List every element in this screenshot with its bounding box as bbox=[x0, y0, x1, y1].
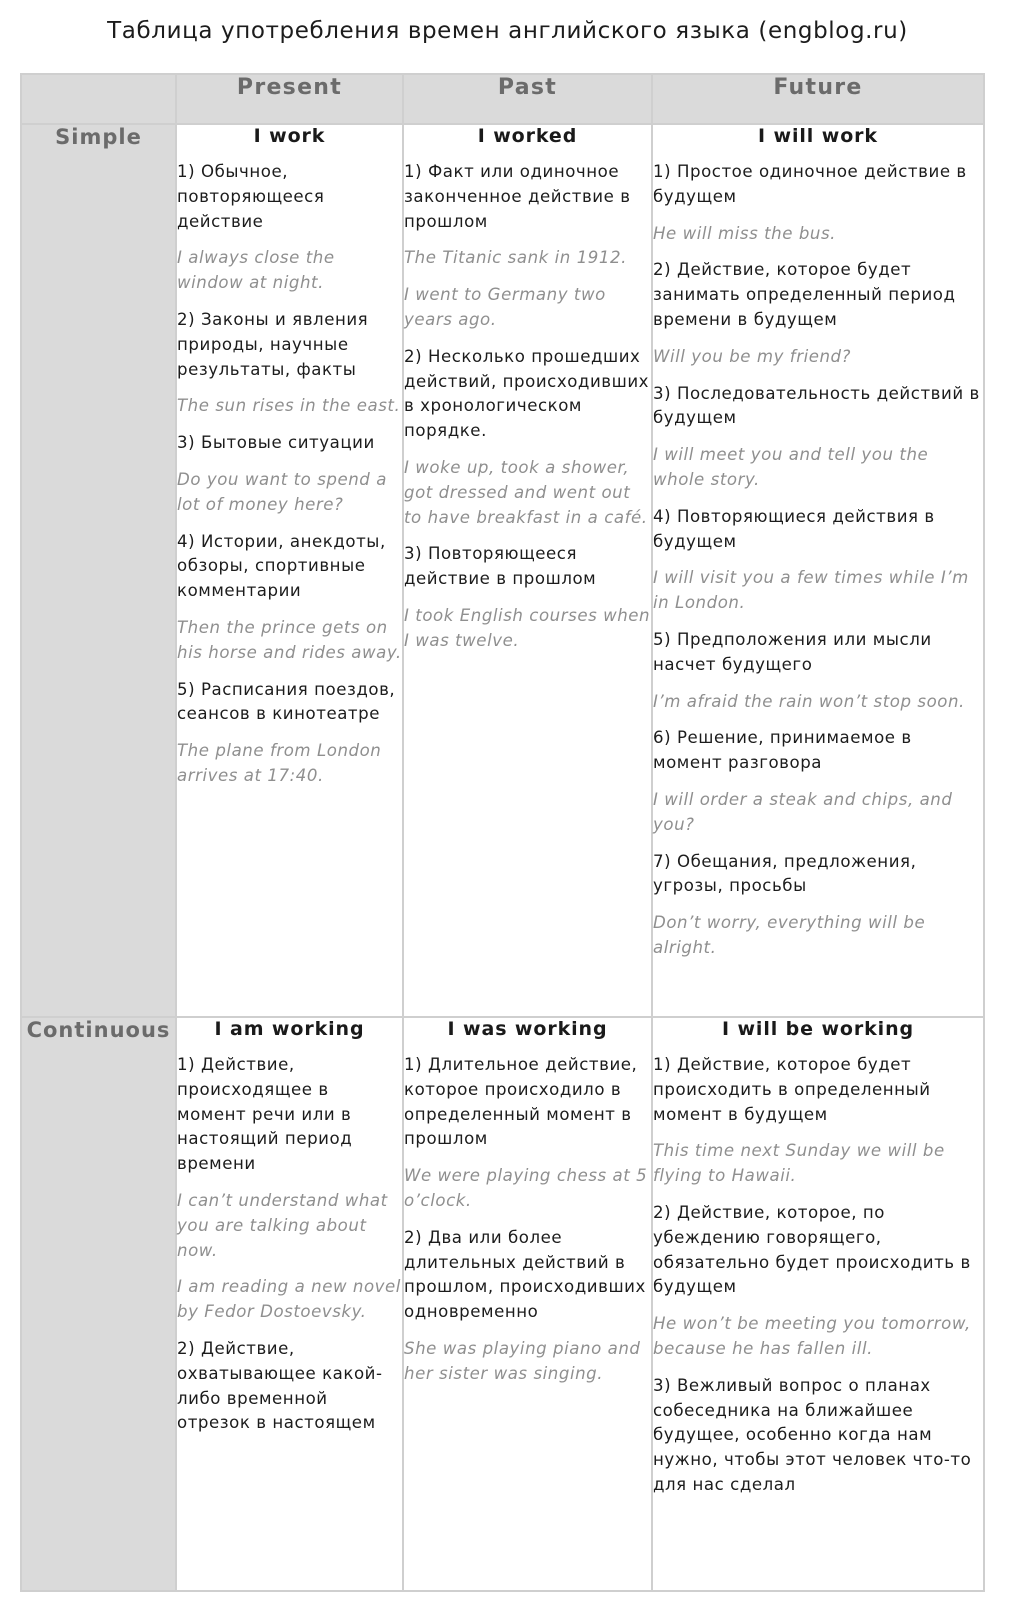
example-sentence: I will order a steak and chips, and you? bbox=[653, 789, 953, 834]
tense-form: I work bbox=[253, 125, 326, 147]
example-sentence: I’m afraid the rain won’t stop soon. bbox=[653, 691, 965, 711]
tenses-table bbox=[20, 73, 985, 1592]
page-title: Таблица употребления времен английского языка (engblog.ru) bbox=[107, 18, 908, 44]
cell-past-continuous bbox=[403, 1017, 652, 1591]
example-sentence: The sun rises in the east. bbox=[177, 396, 401, 416]
usage-rule: 1) Обычное, повторяющееся действие bbox=[177, 162, 325, 231]
usage-rule: 3) Вежливый вопрос о планах собеседника на ближайшее будущее, особенно когда нам нужно, чтобы этот человек что-то для нас сделал bbox=[653, 1375, 972, 1494]
usage-rule: 1) Простое одиночное действие в будущем bbox=[653, 162, 967, 206]
usage-rule: 2) Законы и явления природы, научные результаты, факты bbox=[177, 309, 369, 379]
usage-rule: 2) Действие, охватывающее какой-либо временной отрезок в настоящем bbox=[177, 1338, 383, 1433]
tense-form: I will be working bbox=[721, 1018, 915, 1040]
example-sentence: I went to Germany two years ago. bbox=[404, 285, 606, 329]
header-row bbox=[21, 74, 984, 124]
example-sentence: I always close the window at night. bbox=[177, 248, 335, 293]
usage-rule: 2) Несколько прошедших действий, происходивших в хронологическом порядке. bbox=[404, 346, 650, 441]
col-header-past: Past bbox=[403, 74, 652, 124]
example-sentence: I will visit you a few times while I’m in London. bbox=[653, 568, 969, 613]
row-continuous bbox=[21, 1017, 984, 1591]
cell-future-simple bbox=[652, 124, 984, 1017]
example-sentence: I am reading a new novel by Fedor Dostoevsky. bbox=[177, 1277, 401, 1322]
row-header-continuous: Continuous bbox=[21, 1017, 176, 1591]
usage-rule: 3) Последовательность действий в будущем bbox=[653, 383, 980, 428]
cell-present-continuous bbox=[176, 1017, 403, 1591]
example-sentence: I took English courses when I was twelve. bbox=[404, 605, 651, 650]
example-sentence: He won’t be meeting you tomorrow, because he has fallen ill. bbox=[653, 1314, 971, 1358]
usage-rule: 5) Расписания поездов, сеансов в кинотеатре bbox=[177, 679, 396, 724]
usage-rule: 2) Действие, которое будет занимать определенный период времени в будущем bbox=[653, 260, 956, 329]
example-sentence: Do you want to spend a lot of money here? bbox=[177, 469, 387, 514]
example-sentence: She was playing piano and her sister was singing. bbox=[404, 1338, 641, 1383]
usage-rule: 3) Бытовые ситуации bbox=[177, 433, 375, 453]
usage-rule: 2) Действие, которое, по убеждению говорящего, обязательно будет происходить в будущем bbox=[653, 1202, 971, 1297]
usage-rule: 5) Предположения или мысли насчет будущего bbox=[653, 629, 932, 674]
cell-future-continuous bbox=[652, 1017, 984, 1591]
col-header-present: Present bbox=[176, 74, 403, 124]
col-header-future: Future bbox=[652, 74, 984, 124]
row-header-simple: Simple bbox=[21, 124, 176, 1017]
tense-form: I was working bbox=[447, 1018, 608, 1040]
cell-past-simple bbox=[403, 124, 652, 1017]
example-sentence: I can’t understand what you are talking about now. bbox=[177, 1190, 388, 1260]
usage-rule: 2) Два или более длительных действий в прошлом, происходивших одновременно bbox=[404, 1227, 646, 1322]
tense-form: I will work bbox=[758, 125, 878, 147]
usage-rule: 4) Истории, анекдоты, обзоры, спортивные комментарии bbox=[177, 531, 386, 601]
row-simple bbox=[21, 124, 984, 1017]
example-sentence: The plane from London arrives at 17:40. bbox=[177, 741, 382, 785]
usage-rule: 6) Решение, принимаемое в момент разговора bbox=[653, 728, 912, 773]
tense-form: I am working bbox=[214, 1018, 365, 1040]
usage-rule: 4) Повторяющиеся действия в будущем bbox=[653, 506, 935, 551]
corner-cell bbox=[21, 74, 176, 124]
example-sentence: He will miss the bus. bbox=[653, 223, 837, 243]
usage-rule: 7) Обещания, предложения, угрозы, просьбы bbox=[653, 851, 917, 896]
usage-rule: 3) Повторяющееся действие в прошлом bbox=[404, 544, 597, 589]
example-sentence: Then the prince gets on his horse and rides away. bbox=[177, 617, 402, 662]
example-sentence: Don’t worry, everything will be alright. bbox=[653, 913, 926, 957]
tense-form: I worked bbox=[477, 125, 578, 147]
usage-rule: 1) Длительное действие, которое происходило в определенный момент в прошлом bbox=[404, 1055, 638, 1149]
example-sentence: Will you be my friend? bbox=[653, 346, 851, 366]
cell-present-simple bbox=[176, 124, 403, 1017]
example-sentence: I will meet you and tell you the whole story. bbox=[653, 445, 929, 489]
example-sentence: I woke up, took a shower, got dressed and went out to have breakfast in a café. bbox=[404, 457, 648, 527]
example-sentence: This time next Sunday we will be flying to Hawaii. bbox=[653, 1141, 945, 1186]
usage-rule: 1) Факт или одиночное законченное действие в прошлом bbox=[404, 162, 631, 231]
usage-rule: 1) Действие, происходящее в момент речи или в настоящий период времени bbox=[177, 1055, 353, 1174]
example-sentence: We were playing chess at 5 o’clock. bbox=[404, 1166, 648, 1210]
example-sentence: The Titanic sank in 1912. bbox=[404, 248, 627, 268]
usage-rule: 1) Действие, которое будет происходить в определенный момент в будущем bbox=[653, 1055, 931, 1124]
